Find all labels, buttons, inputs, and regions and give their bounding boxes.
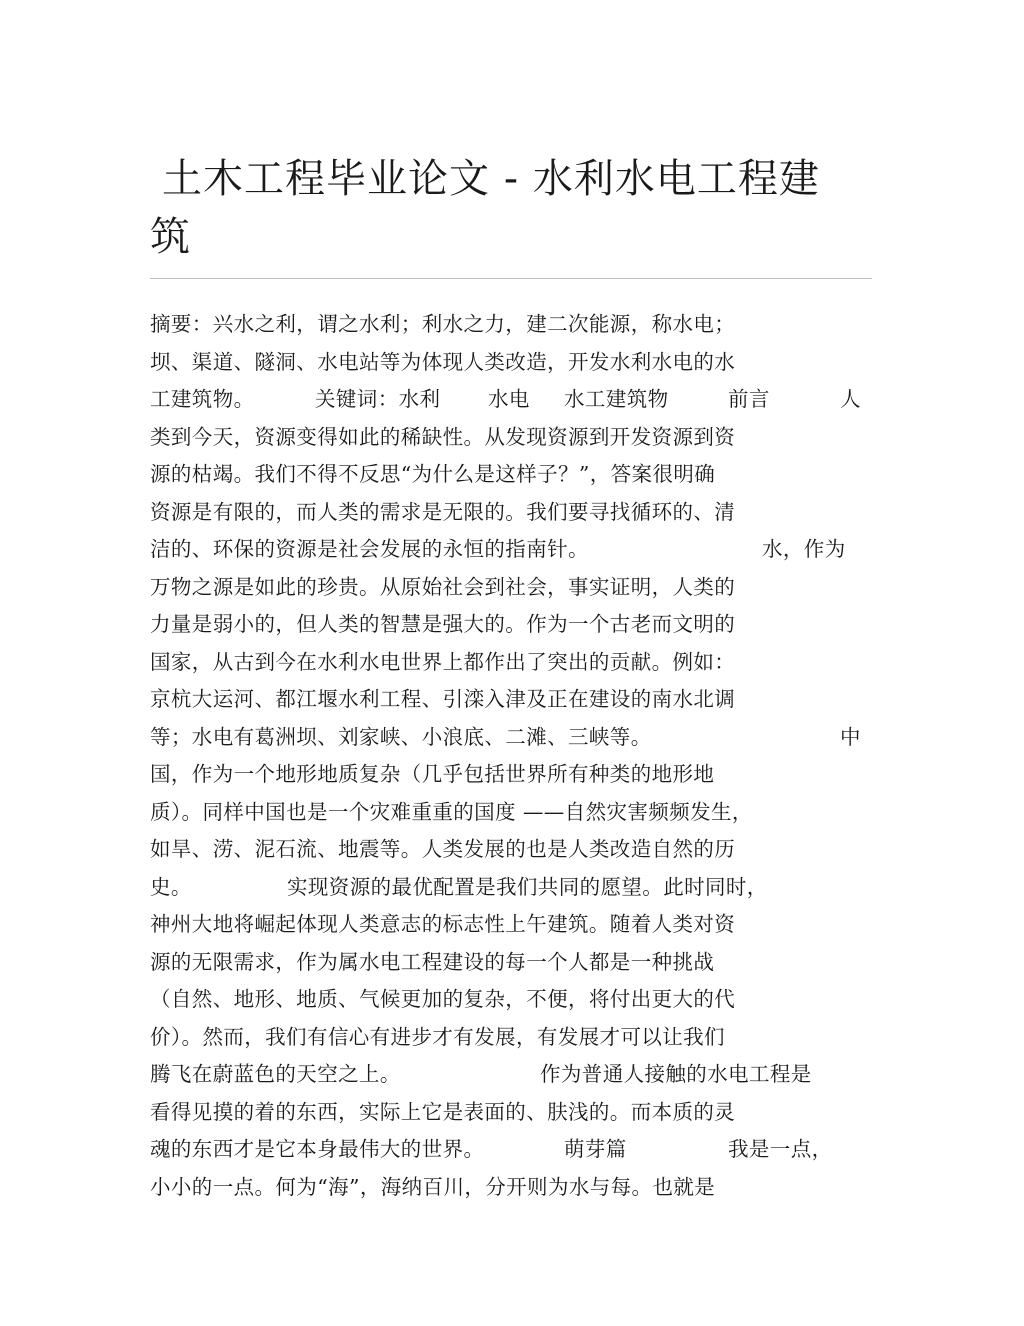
body-text-segment: 坝、渠道、隧洞、水电站等为体现人类改造，开发水利水电的水 [150, 349, 736, 374]
body-text-segment: 萌芽篇 [564, 1137, 627, 1161]
body-line [150, 1169, 870, 1207]
body-text-segment: 摘要：兴水之利，谓之水利；利水之力，建二次能源，称水电； [150, 312, 736, 336]
body-text-segment: 腾飞在蔚蓝色的天空之上。 [150, 1062, 401, 1086]
body-line [150, 456, 870, 494]
body-line [150, 681, 870, 719]
body-text-segment: 作为普通人接触的水电工程是 [540, 1062, 812, 1086]
body-line [150, 344, 870, 382]
body-line [150, 494, 870, 532]
body-text-segment: 京杭大运河、都江堰水利工程、引滦入津及正在建设的南水北调 [150, 687, 736, 711]
body-text-segment: 人 [840, 387, 861, 411]
body-text-segment: 前言 [728, 387, 770, 411]
body-text-segment: 史。 [150, 874, 192, 899]
body-text-segment: 等；水电有葛洲坝、刘家峡、小浪底、二滩、三峡等。 [150, 724, 652, 749]
body-text-segment: 国家，从古到今在水利水电世界上都作出了突出的贡献。例如： [150, 649, 736, 674]
body-text-segment: 关键词：水利 [315, 387, 441, 411]
body-line [150, 531, 870, 569]
body-text-segment: 如旱、涝、泥石流、地震等。人类发展的也是人类改造自然的历 [150, 837, 736, 861]
body-text-segment: 看得见摸的着的东西，实际上它是表面的、肤浅的。而本质的灵 [150, 1099, 736, 1124]
body-text-segment: 水电 [488, 387, 530, 411]
body-line [150, 794, 870, 832]
body-line [150, 756, 870, 794]
body-text-segment: 工建筑物。 [150, 387, 255, 411]
body-line [150, 1019, 870, 1057]
body-text-segment: 魂的东西才是它本身最伟大的世界。 [150, 1137, 485, 1161]
body-text-segment: 神州大地将崛起体现人类意志的标志性上午建筑。随着人类对资 [150, 912, 736, 936]
document-body [150, 306, 870, 1206]
body-line [150, 944, 870, 982]
body-line [150, 1131, 870, 1169]
document-title [150, 150, 850, 266]
body-text-segment: 国，作为一个地形地质复杂（几乎包括世界所有种类的地形地 [150, 762, 715, 786]
body-text-segment: 水工建筑物 [564, 387, 669, 411]
title-line-2: 筑 [150, 214, 191, 260]
body-line [150, 644, 870, 682]
body-line [150, 306, 870, 344]
body-text-segment: 类到今天，资源变得如此的稀缺性。从发现资源到开发资源到资 [150, 424, 736, 449]
body-text-segment: 质）。同样中国也是一个灾难重重的国度 ——自然灾害频频发生， [150, 799, 753, 824]
body-line [150, 831, 870, 869]
body-text-segment: 洁的、环保的资源是社会发展的永恒的指南针。 [150, 537, 589, 561]
body-line [150, 419, 870, 457]
body-text-segment: 源的枯竭。我们不得不反思“为什么是这样子？”，答案很明确 [150, 462, 716, 486]
body-line [150, 1094, 870, 1132]
body-text-segment: 力量是弱小的，但人类的智慧是强大的。作为一个古老而文明的 [150, 612, 736, 636]
body-text-segment: 中 [840, 724, 861, 749]
body-text-segment: 小小的一点。何为“海”，海纳百川，分开则为水与每。也就是 [150, 1174, 716, 1199]
body-line [150, 981, 870, 1019]
title-divider [150, 278, 872, 279]
body-text-segment: 价）。然而，我们有信心有进步才有发展，有发展才可以让我们 [150, 1024, 725, 1049]
title-line-1: 土木工程毕业论文 - 水利水电工程建 [162, 156, 820, 202]
body-line [150, 381, 870, 419]
body-text-segment: 资源是有限的，而人类的需求是无限的。我们要寻找循环的、清 [150, 499, 736, 524]
body-line [150, 606, 870, 644]
body-line [150, 719, 870, 757]
body-text-segment: 水，作为 [762, 537, 846, 561]
body-text-segment: 我是一点， [728, 1137, 833, 1161]
body-line [150, 869, 870, 907]
body-line [150, 569, 870, 607]
body-line [150, 906, 870, 944]
body-text-segment: 万物之源是如此的珍贵。从原始社会到社会，事实证明，人类的 [150, 574, 736, 599]
body-text-segment: 源的无限需求，作为属水电工程建设的每一个人都是一种挑战 [150, 949, 715, 974]
body-line [150, 1056, 870, 1094]
body-text-segment: 实现资源的最优配置是我们共同的愿望。此时同时， [287, 874, 768, 899]
body-text-segment: （自然、地形、地质、气候更加的复杂，不便，将付出更大的代 [150, 987, 736, 1011]
